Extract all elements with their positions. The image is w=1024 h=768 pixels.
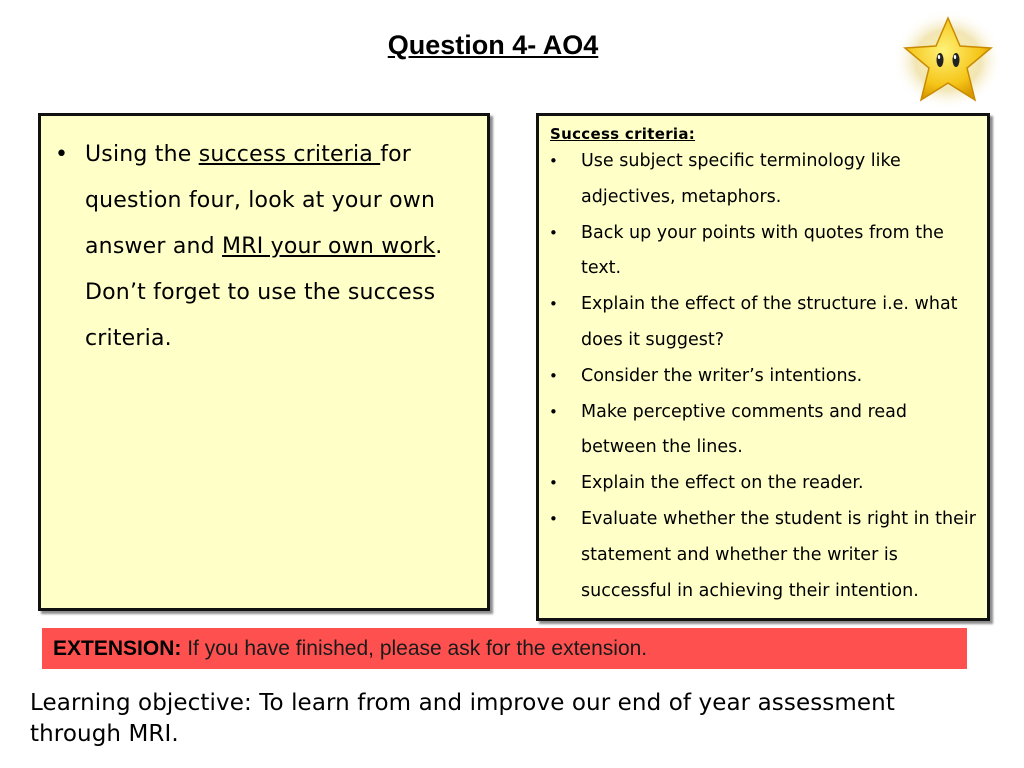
criteria-item: • Make perceptive comments and read between the lines. [549,395,977,467]
extension-text: If you have finished, please ask for the extension. [181,637,648,660]
task-list [55,132,473,362]
extension-banner [42,628,967,669]
extension-label: EXTENSION: [53,637,182,660]
task-text-mri: MRI your own work [222,234,436,259]
success-criteria-list [549,144,977,609]
bullet-icon: • [549,366,558,385]
bullet-icon: • [549,474,558,493]
bullet-icon: • [549,402,558,421]
task-instruction [55,132,473,362]
task-text-2: for question four, look at your own answer and [85,142,436,259]
criteria-item: • Consider the writer’s intentions. [549,359,977,395]
gold-star-icon [893,10,1003,110]
success-criteria-box [536,113,990,621]
learning-objective: Learning objective: To learn from and improve our end of year assessment through MRI. [30,690,895,747]
criteria-item: • Explain the effect on the reader. [549,466,977,502]
bullet-icon: • [549,223,558,242]
bullet-icon: • [549,152,558,170]
bullet-icon: • [549,295,558,314]
success-criteria-heading: Success criteria: [550,125,696,143]
bullet-icon: • [549,509,558,528]
task-text-success-criteria: success criteria [198,142,381,167]
page-title: Question 4- AO4 [387,30,599,60]
criteria-item: • Use subject specific terminology like adjectives, metaphors. [549,144,977,216]
task-box [38,113,490,611]
criteria-item: • Back up your points with quotes from the text. [549,216,977,288]
criteria-item: • Evaluate whether the student is right in their statement and whether the writer is successful in achieving their intention. [549,502,977,609]
bullet-icon: • [55,142,69,167]
criteria-item: • Explain the effect of the structure i.e. what does it suggest? [549,287,977,359]
task-text-1: Using the [85,142,199,167]
task-text-3: . Don’t forget to use the success criteria. [85,234,443,351]
